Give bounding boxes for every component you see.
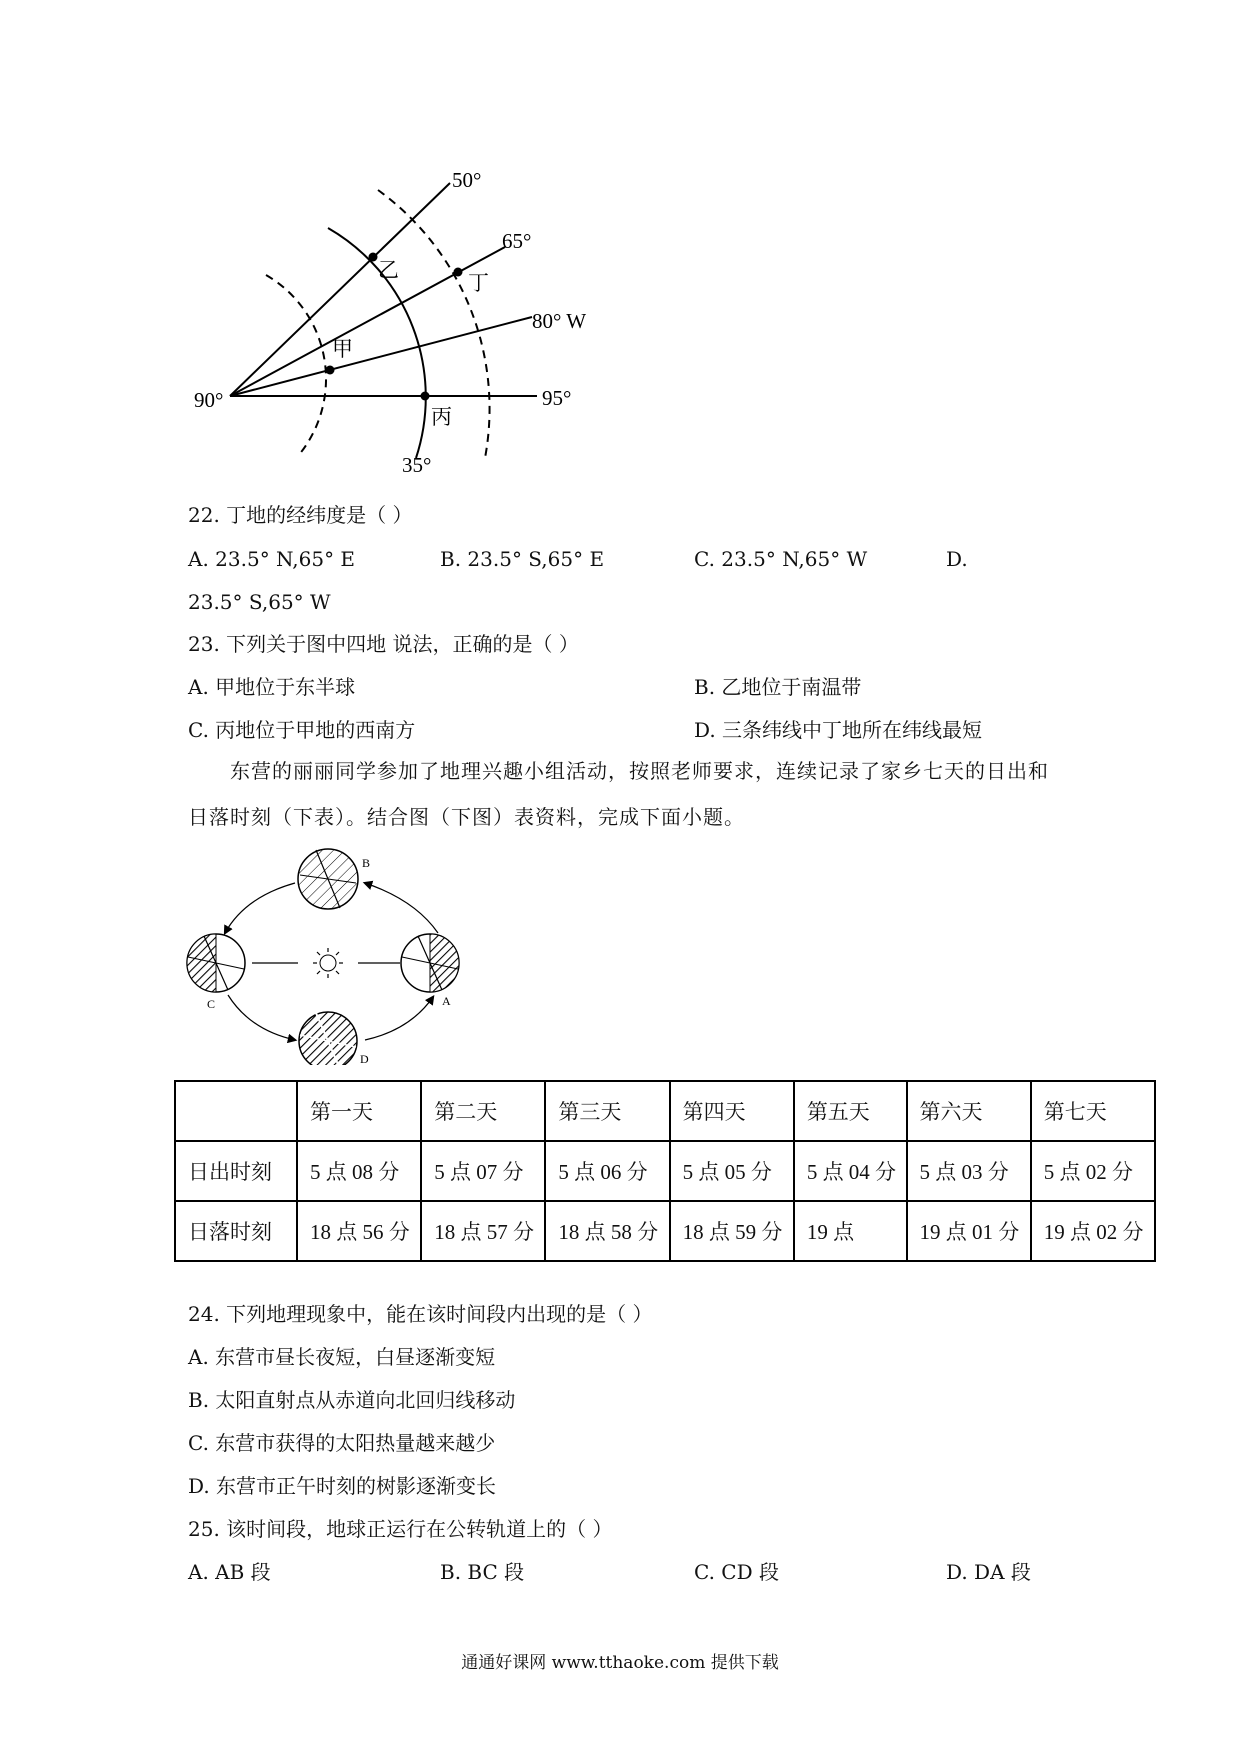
- q23-option-b: B. 乙地位于南温带: [694, 675, 862, 699]
- q23-option-d: D. 三条纬线中丁地所在纬线最短: [694, 718, 983, 742]
- table-cell: 5 点 03 分: [907, 1141, 1031, 1201]
- sunrise-sunset-table: [174, 1080, 1156, 1262]
- orbit-label-d: D: [360, 1052, 369, 1065]
- q24-option-a: A. 东营市昼长夜短，白昼逐渐变短: [188, 1345, 496, 1369]
- table-header-cell: 第七天: [1031, 1081, 1155, 1141]
- table-cell: 18 点 58 分: [545, 1201, 669, 1261]
- table-cell: 5 点 04 分: [794, 1141, 907, 1201]
- table-cell: 5 点 05 分: [670, 1141, 794, 1201]
- intro-text: 东营的丽丽同学参加了地理兴趣小组活动，按照老师要求，连续记录了家乡七天的日出和日落时刻（下表）。结合图（下图）表资料，完成下面小题。: [188, 759, 1049, 829]
- orbit-arrow-c-to-d: [228, 995, 295, 1040]
- latitude-arc-inner-dashed: [266, 275, 326, 456]
- table-corner-cell: [175, 1081, 297, 1141]
- label-ding: 丁: [468, 271, 489, 295]
- meridian-50: [230, 183, 450, 396]
- table-header-cell: 第一天: [297, 1081, 421, 1141]
- table-header-cell: 第四天: [670, 1081, 794, 1141]
- q23-option-a: A. 甲地位于东半球: [188, 675, 356, 699]
- q22-option-d-text: 23.5° S,65° W: [188, 590, 331, 614]
- earth-position-d: [299, 1012, 357, 1065]
- orbit-label-c: C: [207, 997, 216, 1011]
- question-22-stem: 22. 丁地的经纬度是（ ）: [188, 503, 413, 527]
- q24-option-d: D. 东营市正午时刻的树影逐渐变长: [188, 1474, 497, 1498]
- table-cell: 5 点 08 分: [297, 1141, 421, 1201]
- label-80w: 80° W: [532, 309, 587, 333]
- label-90: 90°: [194, 388, 224, 412]
- label-bing: 丙: [431, 405, 452, 429]
- q22-option-b: B. 23.5° S,65° E: [440, 547, 605, 571]
- earth-orbit-diagram: [180, 845, 490, 1065]
- earth-position-b: [298, 849, 358, 909]
- meridian-80: [230, 317, 532, 396]
- label-jia: 甲: [332, 337, 353, 361]
- orbit-arrow-d-to-a: [365, 997, 433, 1040]
- orbit-arrow-b-to-c: [225, 883, 295, 933]
- table-row-label: 日出时刻: [175, 1141, 297, 1201]
- point-ding: [454, 268, 463, 277]
- question-24-stem: 24. 下列地理现象中，能在该时间段内出现的是（ ）: [188, 1302, 653, 1326]
- table-cell: 5 点 07 分: [421, 1141, 545, 1201]
- table-header-cell: 第三天: [545, 1081, 669, 1141]
- q25-option-d: D. DA 段: [946, 1560, 1031, 1584]
- q22-option-a: A. 23.5° N,65° E: [188, 547, 356, 571]
- table-header-cell: 第五天: [794, 1081, 907, 1141]
- orbit-arrow-a-to-b: [365, 883, 438, 933]
- meridian-65: [230, 247, 505, 396]
- orbit-label-b: B: [362, 856, 371, 870]
- table-row-label: 日落时刻: [175, 1201, 297, 1261]
- table-cell: 18 点 59 分: [670, 1201, 794, 1261]
- table-header-cell: 第六天: [907, 1081, 1031, 1141]
- question-25-stem: 25. 该时间段，地球正运行在公转轨道上的（ ）: [188, 1517, 613, 1541]
- table-cell: 18 点 57 分: [421, 1201, 545, 1261]
- q22-option-d-label: D.: [946, 547, 968, 571]
- orbit-label-a: A: [442, 994, 451, 1008]
- q25-option-b: B. BC 段: [440, 1560, 525, 1584]
- label-35: 35°: [402, 453, 432, 477]
- earth-position-c: [187, 934, 245, 992]
- table-cell: 5 点 06 分: [545, 1141, 669, 1201]
- label-65: 65°: [502, 229, 532, 253]
- table-cell: 19 点 02 分: [1031, 1201, 1155, 1261]
- q25-option-a: A. AB 段: [188, 1560, 271, 1584]
- polar-projection-diagram: [180, 160, 620, 490]
- label-95: 95°: [542, 386, 572, 410]
- table-cell: 19 点: [794, 1201, 907, 1261]
- table-cell: 5 点 02 分: [1031, 1141, 1155, 1201]
- point-bing: [421, 392, 430, 401]
- table-cell: 19 点 01 分: [907, 1201, 1031, 1261]
- point-jia: [326, 366, 335, 375]
- table-cell: 18 点 56 分: [297, 1201, 421, 1261]
- table-row-sunset: [175, 1201, 1155, 1261]
- question-23-stem: 23. 下列关于图中四地 说法，正确的是（ ）: [188, 632, 579, 656]
- point-yi: [369, 253, 378, 262]
- table-header-cell: 第二天: [421, 1081, 545, 1141]
- table-header-row: [175, 1081, 1155, 1141]
- q24-option-b: B. 太阳直射点从赤道向北回归线移动: [188, 1388, 516, 1412]
- q24-option-c: C. 东营市获得的太阳热量越来越少: [188, 1431, 496, 1455]
- table-row-sunrise: [175, 1141, 1155, 1201]
- label-yi: 乙: [378, 258, 399, 282]
- intro-paragraph: [188, 748, 1068, 840]
- label-50: 50°: [452, 168, 482, 192]
- sun-icon: [313, 948, 343, 978]
- earth-position-a: [401, 934, 459, 992]
- page-footer: 通通好课网 www.tthaoke.com 提供下载: [461, 1653, 779, 1673]
- q23-option-c: C. 丙地位于甲地的西南方: [188, 718, 416, 742]
- q25-option-c: C. CD 段: [694, 1560, 779, 1584]
- q22-option-c: C. 23.5° N,65° W: [694, 547, 868, 571]
